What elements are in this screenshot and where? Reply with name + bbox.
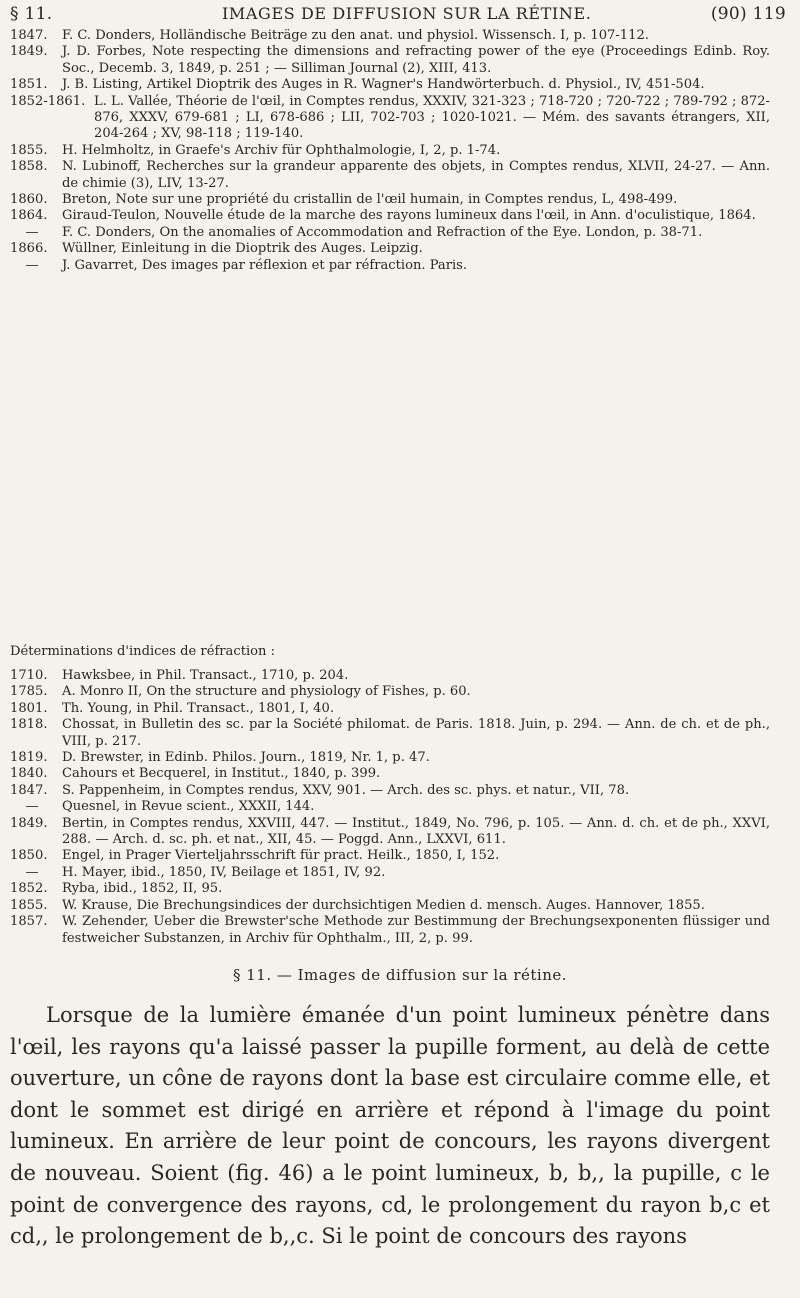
entry-year: 1850. (10, 848, 48, 864)
section-title: § 11. — Images de diffusion sur la rétine. (232, 966, 568, 984)
indices-entry (10, 881, 770, 897)
bibliography-entry (10, 208, 770, 224)
bibliography-entry (10, 192, 770, 208)
entry-year: 1818. (10, 717, 48, 733)
entry-year: 1860. (10, 192, 48, 208)
entry-year: 1855. (10, 897, 48, 913)
entry-year: 1855. (10, 142, 48, 158)
running-head (10, 4, 786, 26)
bibliography-entry (10, 28, 770, 44)
bibliography-list (10, 28, 770, 274)
indices-entry (10, 816, 770, 849)
entry-text: F. C. Donders, On the anomalies of Accommodation and Refraction of the Eye. London, p. 38-71. (62, 224, 703, 240)
entry-year: 1851. (10, 77, 48, 93)
entry-text: D. Brewster, in Edinb. Philos. Journ., 1819, Nr. 1, p. 47. (62, 750, 430, 766)
indices-entry (10, 701, 770, 717)
entry-text: J. B. Listing, Artikel Dioptrik des Auges in R. Wagner's Handwörterbuch. d. Physiol., IV, 451-504. (62, 77, 705, 93)
bibliography-entry (10, 241, 770, 257)
entry-text: Quesnel, in Revue scient., XXXII, 144. (62, 799, 315, 815)
entry-text: F. C. Donders, Holländische Beiträge zu den anat. und physiol. Wissensch. I, p. 107-112. (62, 28, 649, 43)
indices-entry (10, 783, 770, 799)
entry-text: Bertin, in Comptes rendus, XXVIII, 447. — Institut., 1849, No. 796, p. 105. — Ann. d. ch. et de ph., XXVI, 288. — Arch. d. sc. ph. et nat., XII, 45. — Poggd. Ann., LXXVI, 611. (62, 815, 770, 848)
entry-text: A. Monro II, On the structure and physiology of Fishes, p. 60. (62, 684, 471, 700)
entry-year: 1819. (10, 750, 48, 766)
entry-text: Engel, in Prager Vierteljahrsschrift für pract. Heilk., 1850, I, 152. (62, 848, 500, 864)
entry-text: Breton, Note sur une propriété du cristallin de l'œil humain, in Comptes rendus, L, 498-499. (62, 192, 678, 208)
indices-entry (10, 865, 770, 881)
indices-entry (10, 717, 770, 750)
entry-year: 1849. (10, 44, 48, 60)
bibliography-entry (10, 225, 770, 241)
entry-year: — (25, 864, 39, 880)
bibliography-entry (10, 143, 770, 159)
entry-text: J. Gavarret, Des images par réflexion et par réfraction. Paris. (62, 257, 468, 273)
bibliography-entry (10, 94, 770, 143)
entry-text: Wüllner, Einleitung in die Dioptrik des Auges. Leipzig. (62, 241, 423, 257)
indices-heading: Déterminations d'indices de réfraction : (10, 644, 276, 659)
entry-text: W. Krause, Die Brechungsindices der durchsichtigen Medien d. mensch. Auges. Hannover, 1855. (62, 897, 705, 913)
entry-year: 1857. (10, 914, 48, 930)
entry-text: H. Mayer, ibid., 1850, IV, Beilage et 1851, IV, 92. (62, 864, 386, 880)
entry-year: 1847. (10, 28, 48, 43)
bibliography-entry (10, 258, 770, 274)
entry-year: 1866. (10, 241, 48, 257)
entry-text: J. D. Forbes, Note respecting the dimensions and refracting power of the eye (Proceedings Edinb. Roy. Soc., Decemb. 3, 1849, p. 251 ; — Silliman Journal (2), XIII, 413. (62, 44, 770, 76)
entry-text: Hawksbee, in Phil. Transact., 1710, p. 204. (62, 668, 349, 683)
entry-year: 1852. (10, 881, 48, 897)
entry-text: W. Zehender, Ueber die Brewster'sche Methode zur Bestimmung der Brechungsexponenten flüssiger und festweicher Substanzen, in Archiv für Ophthalm., III, 2, p. 99. (62, 914, 770, 946)
indices-entry (10, 898, 770, 914)
page-number: (90) 119 (710, 4, 786, 24)
entry-year: 1852-1861. (10, 93, 86, 109)
entry-text: N. Lubinoff, Recherches sur la grandeur apparente des objets, in Comptes rendus, XLVII, 24-27. — Ann. de chimie (3), LIV, 13-27. (62, 159, 770, 191)
running-title: IMAGES DE DIFFUSION SUR LA RÉTINE. (222, 4, 592, 23)
entry-text: Ryba, ibid., 1852, II, 95. (62, 881, 223, 897)
bibliography-entry (10, 44, 770, 77)
entry-year: 1785. (10, 684, 48, 700)
entry-text: Cahours et Becquerel, in Institut., 1840, p. 399. (62, 766, 381, 782)
indices-entry (10, 914, 770, 947)
entry-text: H. Helmholtz, in Graefe's Archiv für Ophthalmologie, I, 2, p. 1-74. (62, 142, 501, 158)
indices-entry (10, 799, 770, 815)
entry-year: — (25, 224, 39, 240)
indices-entry (10, 766, 770, 782)
entry-text: L. L. Vallée, Théorie de l'œil, in Comptes rendus, XXXIV, 321-323 ; 718-720 ; 720-722 ; 789-792 ; 872-876, XXXV, 679-681 ; LI, 678-686 ; LII, 702-703 ; 1020-1021. — Mém. des savants étrangers, XII, 204-264 ; XV, 98-118 ; 119-140. (94, 93, 770, 142)
entry-text: Giraud-Teulon, Nouvelle étude de la marche des rayons lumineux dans l'œil, in Ann. d'oculistique, 1864. (62, 208, 756, 224)
entry-text: Th. Young, in Phil. Transact., 1801, I, 40. (62, 700, 334, 716)
entry-year: — (25, 799, 39, 815)
entry-year: 1864. (10, 208, 48, 224)
entry-year: 1847. (10, 782, 48, 798)
entry-year: 1858. (10, 159, 48, 175)
entry-text: Chossat, in Bulletin des sc. par la Société philomat. de Paris. 1818. Juin, p. 294. — Ann. de ch. et de ph., VIII, p. 217. (62, 717, 770, 749)
entry-year: 1801. (10, 700, 48, 716)
entry-year: 1710. (10, 668, 48, 683)
entry-year: — (25, 257, 39, 273)
indices-entry (10, 750, 770, 766)
entry-text: S. Pappenheim, in Comptes rendus, XXV, 901. — Arch. des sc. phys. et natur., VII, 78. (62, 782, 630, 798)
body-paragraph: Lorsque de la lumière émanée d'un point lumineux pénètre dans l'œil, les rayons qu'a laissé passer la pupille forment, au delà de cette ouverture, un cône de rayons dont la base est circulaire comme elle, et dont le sommet est dirigé en arrière et répond à l'image du point lumineux. En arrière de leur point de concours, les rayons divergent de nouveau. Soient (fig. 46) a le point lumineux, b, b,, la pupille, c le point de convergence des rayons, cd, le prolongement du rayon b,c et cd,, le prolongement de b,,c. Si le point de concours des rayons (10, 1003, 770, 1249)
entry-year: 1849. (10, 815, 48, 831)
section-number: § 11. (10, 4, 53, 24)
entry-year: 1840. (10, 766, 48, 782)
indices-entry (10, 848, 770, 864)
bibliography-entry (10, 159, 770, 192)
indices-list (10, 668, 770, 947)
indices-entry (10, 684, 770, 700)
indices-entry (10, 668, 770, 684)
bibliography-entry (10, 77, 770, 93)
